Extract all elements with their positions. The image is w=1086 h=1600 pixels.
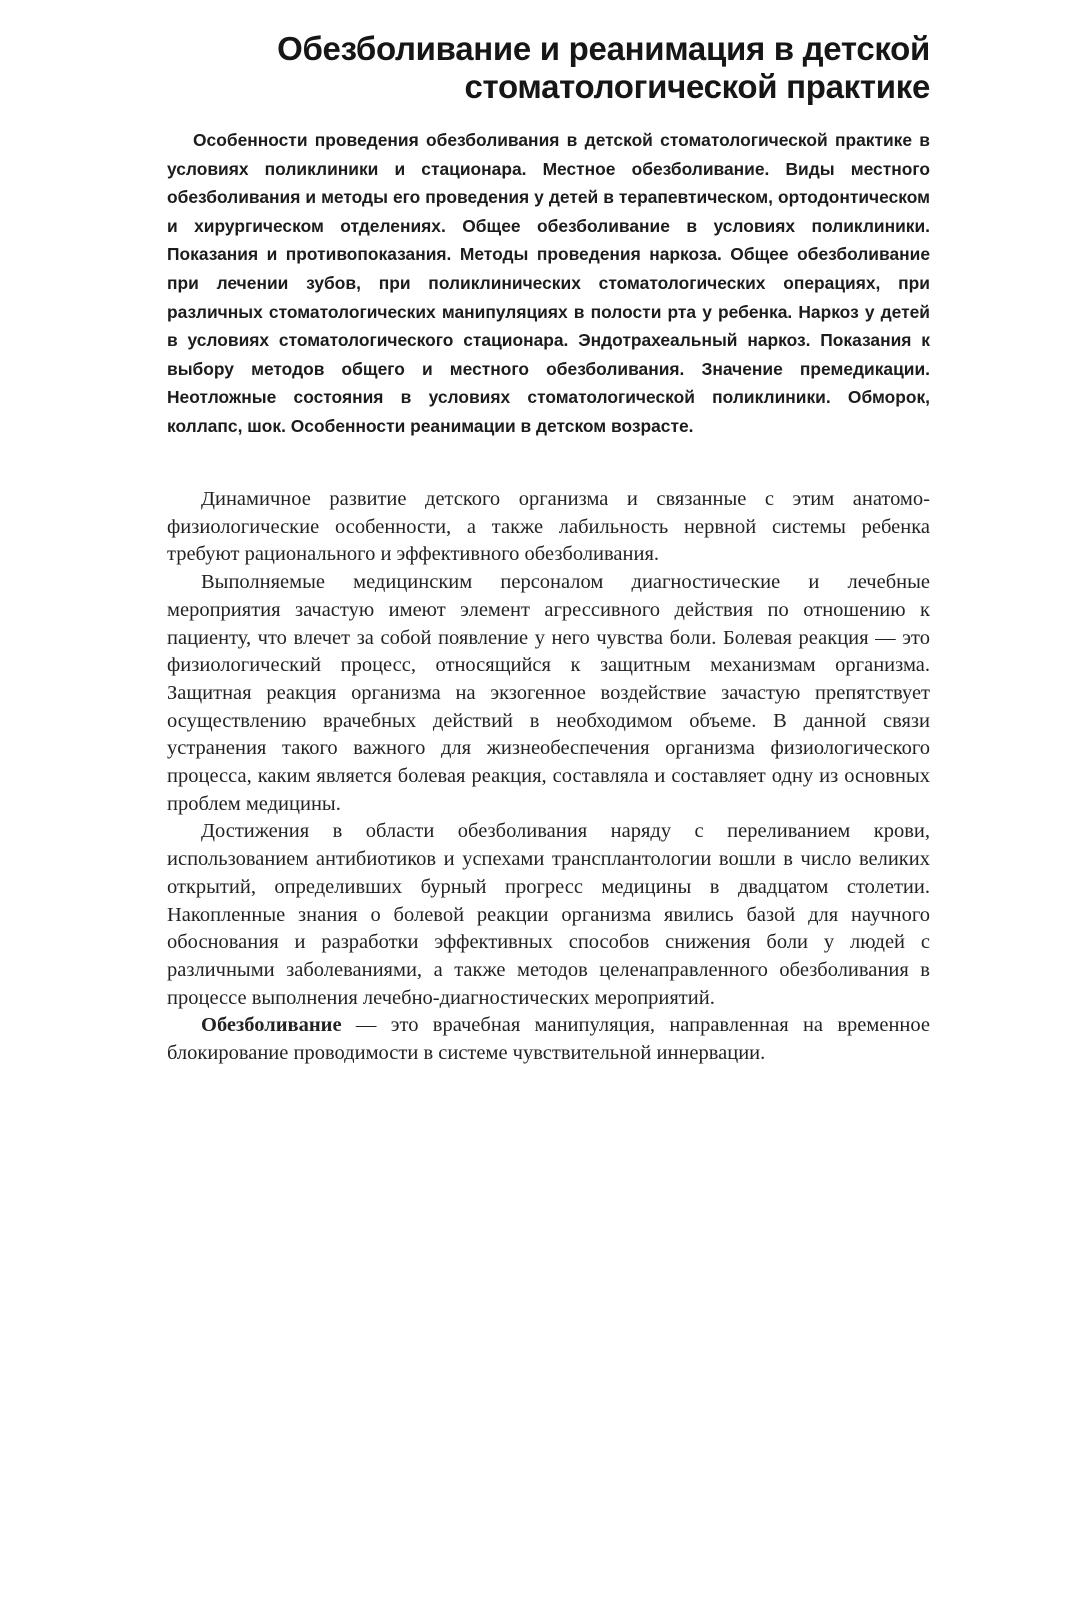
body-text — [167, 486, 930, 1068]
definition-text: — это врачебная манипуляция, направленная на временное блокирование проводимости в системе чувствительной иннервации. — [167, 1014, 930, 1065]
chapter-title-line-2: стоматологической практике — [464, 68, 930, 105]
chapter-abstract: Особенности проведения обезболивания в детской стоматологической практике в условиях поликлиники и стационара. Местное обезболивание. Виды местного обезболивания и методы его проведения у детей в терапевтическом, ортодонтическом и хирургическом отделениях. Общее обезболивание в условиях поликлиники. Показания и противопоказания. Методы проведения наркоза. Общее обезболивание при лечении зубов, при поликлинических стоматологических операциях, при различных стоматологических манипуляциях в полости рта у ребенка. Наркоз у детей в условиях стоматологического стационара. Эндотрахеальный наркоз. Показания к выбору методов общего и местного обезболивания. Значение премедикации. Неотложные состояния в условиях стоматологической поликлиники. Обморок, коллапс, шок. Особенности реанимации в детском возрасте. — [167, 130, 930, 436]
chapter-title — [160, 30, 930, 106]
chapter-title-line-1: Обезболивание и реанимация в детской — [277, 30, 930, 67]
body-paragraph-2: Выполняемые медицинским персоналом диагностические и лечебные мероприятия зачастую имеют элемент агрессивного действия по отношению к пациенту, что влечет за собой появление у него чувства боли. Болевая реакция — это физиологический процесс, относящийся к защитным механизмам организма. Защитная реакция организма на экзогенное воздействие зачастую препятствует осуществлению врачебных действий в необходимом объеме. В данной связи устранения такого важного для жизнеобеспечения организма физиологического процесса, каким является болевая реакция, составляла и составляет одну из основных проблем медицины. — [167, 571, 930, 815]
definition-term: Обезболивание — [201, 1014, 342, 1037]
body-paragraph-3: Достижения в области обезболивания наряду с переливанием крови, использованием антибиотиков и успехами трансплантологии вошли в число великих открытий, определивших бурный прогресс медицины в двадцатом столетии. Накопленные знания о болевой реакции организма явились базой для научного обоснования и разработки эффективных способов снижения боли у людей с различными заболеваниями, а также методов целенаправленного обезболивания в процессе выполнения лечебно-диагностических мероприятий. — [167, 820, 930, 1009]
definition-paragraph — [167, 1012, 930, 1067]
body-paragraph-1: Динамичное развитие детского организма и связанные с этим анатомо-физиологические особенности, а также лабильность нервной системы ребенка требуют рационального и эффективного обезболивания. — [167, 488, 930, 566]
